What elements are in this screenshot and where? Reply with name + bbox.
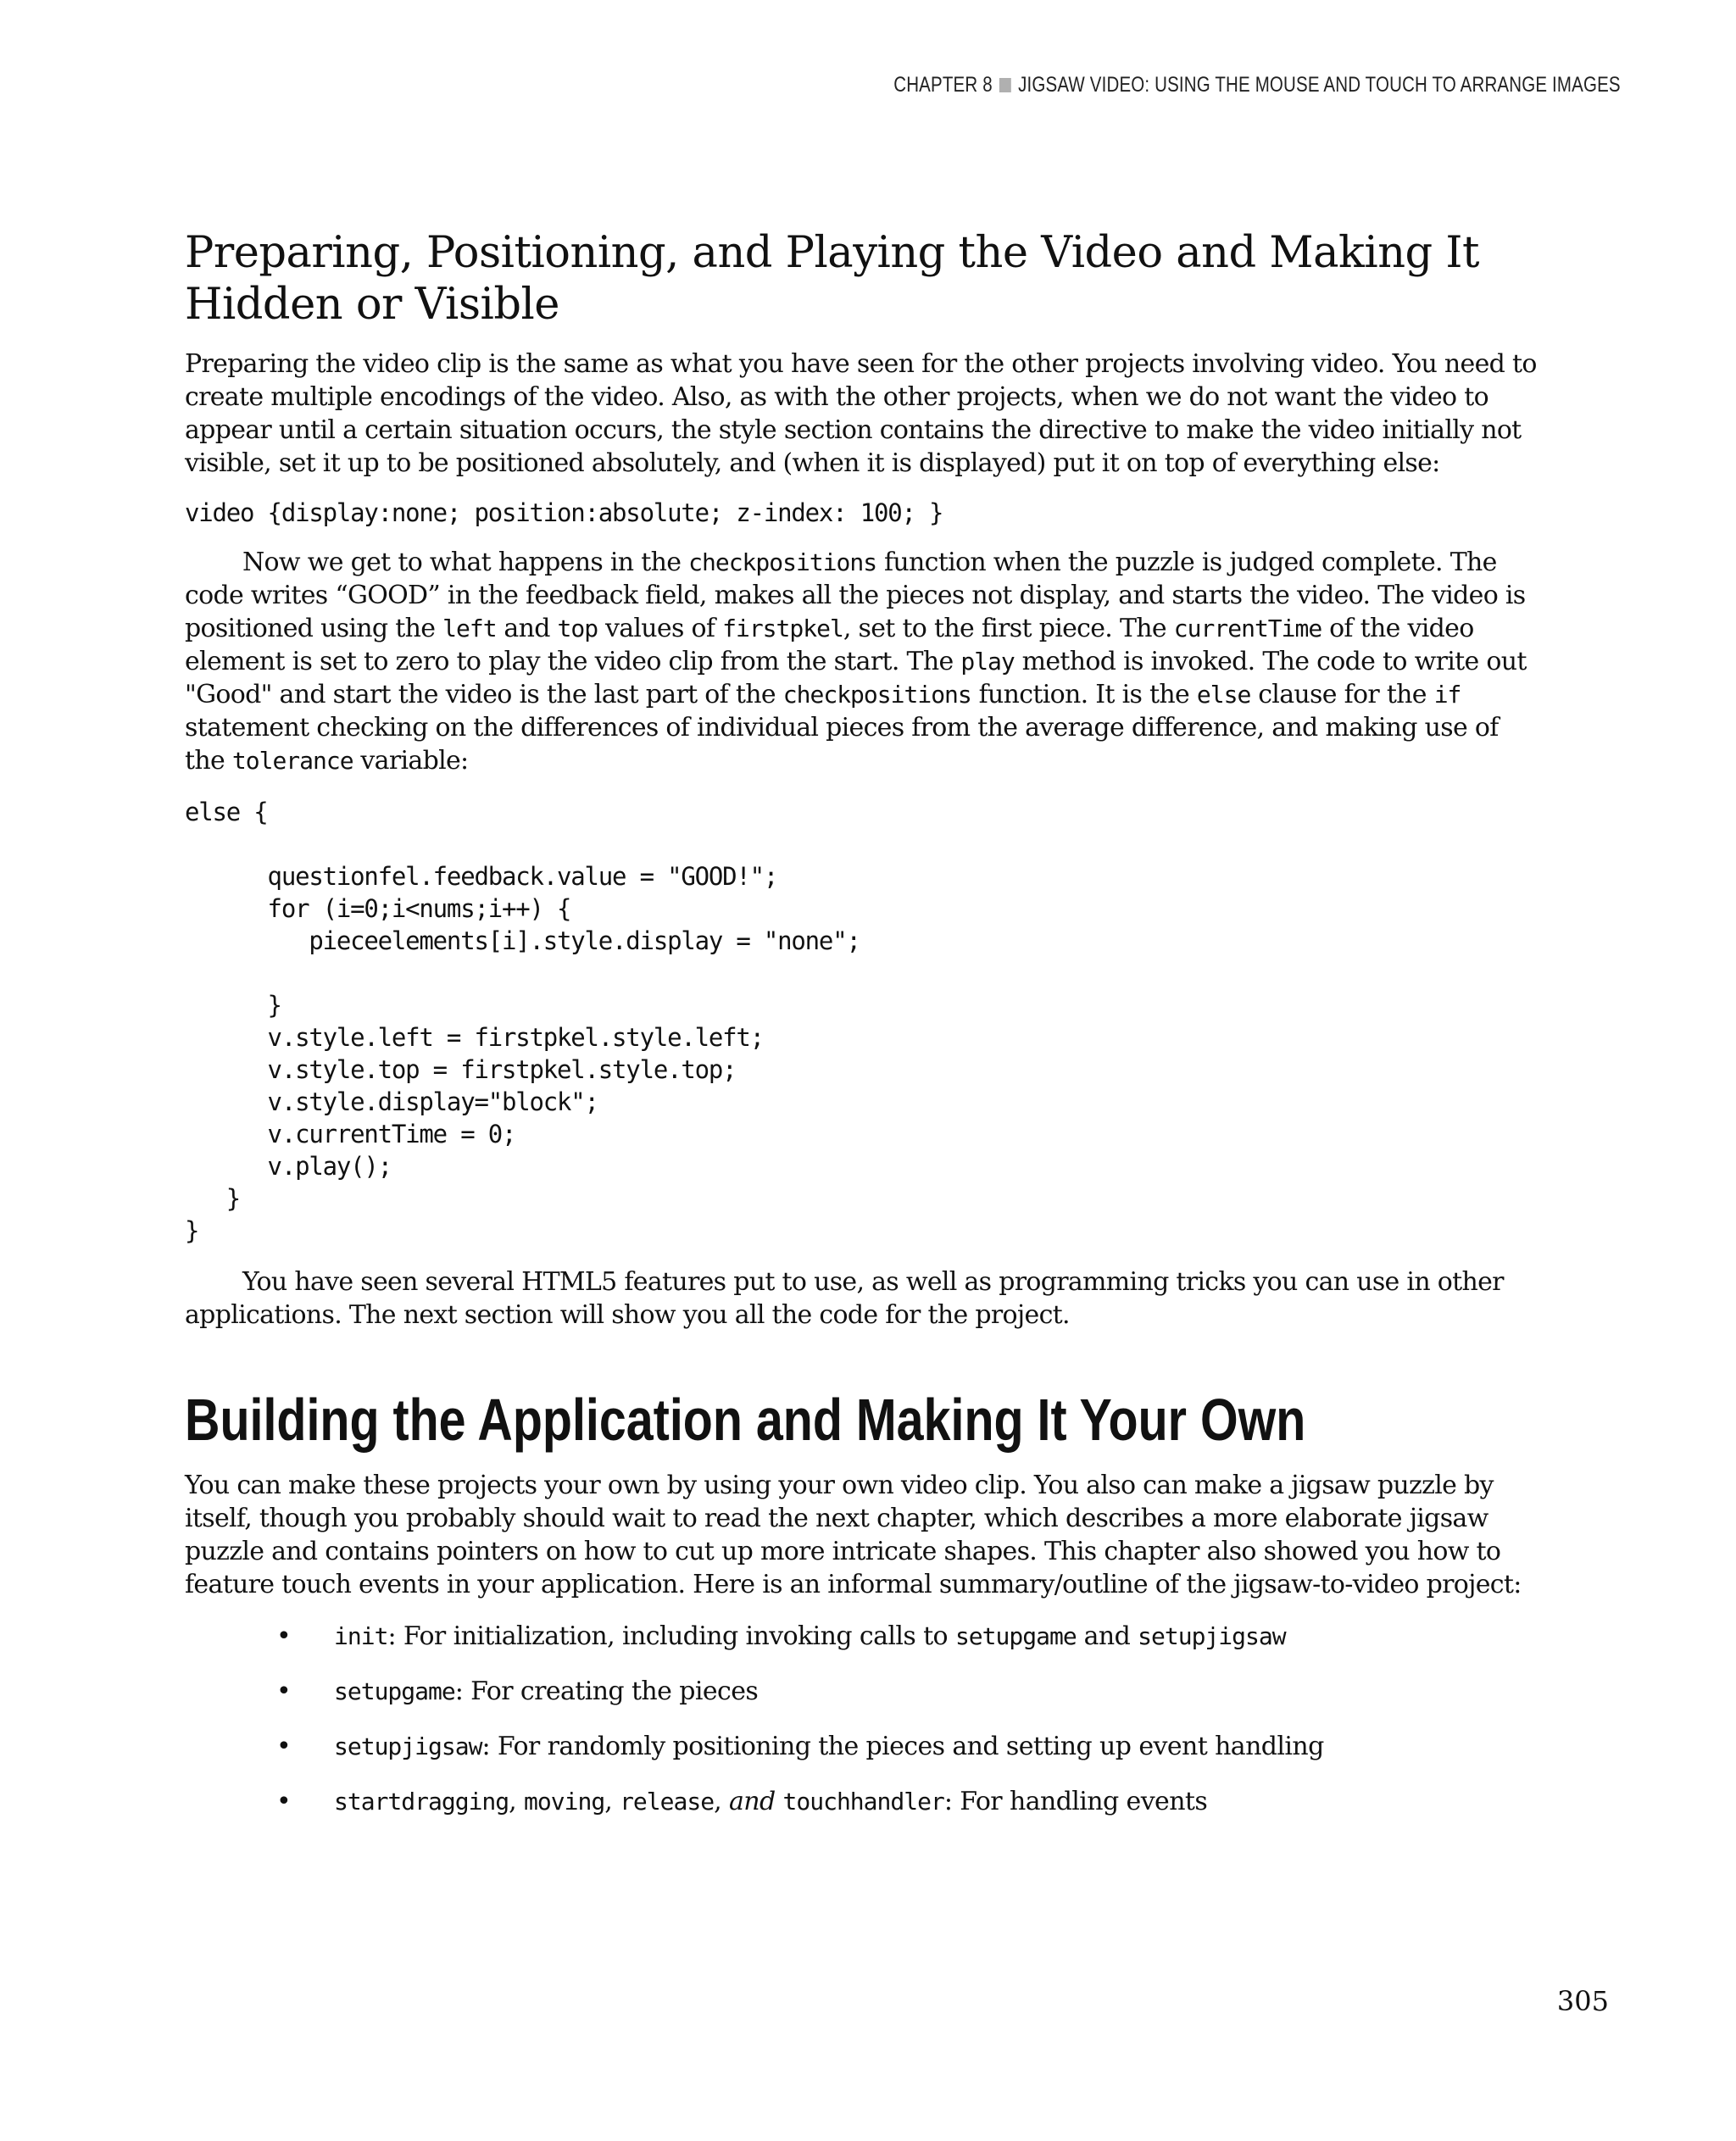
- text-run: clause for the: [1250, 680, 1434, 709]
- inline-code: touchhandler: [782, 1788, 944, 1816]
- emphasis: and: [728, 1787, 776, 1816]
- inline-code: release: [620, 1788, 715, 1816]
- list-item: [185, 1620, 1541, 1653]
- inline-code: checkpositions: [782, 681, 971, 709]
- text-run: function when the puzzle is judged complete. The code writes “GOOD” in the feedback field, makes all the pieces not display, and starts the video. The video is positioned using the: [185, 548, 1526, 643]
- heading-line-2: Hidden or Visible: [185, 280, 559, 330]
- text-run: , set to the first piece. The: [843, 614, 1174, 643]
- bullet: •: [276, 1677, 292, 1706]
- inline-code: init: [334, 1622, 388, 1650]
- page-content: [185, 227, 1541, 1818]
- text-run: Now we get to what happens in the: [242, 548, 689, 577]
- chapter-title: JIGSAW VIDEO: USING THE MOUSE AND TOUCH TO ARRANGE IMAGES: [1018, 73, 1621, 97]
- inline-code: left: [442, 614, 497, 642]
- text-run: ,: [604, 1787, 620, 1816]
- text-run: and: [1076, 1621, 1138, 1651]
- text-run: : For creating the pieces: [454, 1677, 759, 1706]
- text-run: ,: [509, 1787, 525, 1816]
- text-run: [776, 1787, 783, 1816]
- paragraph-preparing-video: Preparing the video clip is the same as what you have seen for the other projects involving video. You need to create multiple encodings of the video. Also, as with the other projects, when we do not want the video to appear until a certain situation occurs, the style section contains the directive to make the video initially not visible, set it up to be positioned absolutely, and (when it is displayed) put it on top of everything else:: [185, 349, 1537, 478]
- inline-code: firstpkel: [722, 614, 843, 642]
- inline-code: currentTime: [1173, 614, 1322, 642]
- inline-code: setupgame: [334, 1677, 455, 1705]
- inline-code: moving: [524, 1788, 605, 1816]
- inline-code: setupjigsaw: [334, 1732, 482, 1760]
- text-run: : For initialization, including invoking calls to: [387, 1621, 955, 1651]
- inline-code: tolerance: [231, 747, 353, 775]
- text-run: of the video element is set to zero to play the video clip from the start. The: [185, 614, 1474, 676]
- section-heading-video: [185, 227, 1541, 331]
- section-heading-building: Building the Application and Making It Your Own: [185, 1387, 1306, 1453]
- inline-code: startdragging: [334, 1788, 509, 1816]
- text-run: : For handling events: [943, 1787, 1208, 1816]
- text-run: function. It is the: [971, 680, 1197, 709]
- bullet: •: [276, 1787, 292, 1816]
- list-item: [185, 1730, 1541, 1763]
- outline-list: [185, 1620, 1541, 1818]
- list-item: [185, 1785, 1541, 1818]
- text-run: method is invoked. The code to write out "Good" and start the video is the last part of the: [185, 647, 1527, 709]
- inline-code: top: [557, 614, 598, 642]
- inline-code: else: [1196, 681, 1251, 709]
- inline-code: if: [1433, 681, 1461, 709]
- inline-code: checkpositions: [688, 548, 877, 576]
- paragraph-checkpositions: [185, 546, 1541, 777]
- list-item: [185, 1675, 1541, 1708]
- text-run: and: [496, 614, 558, 643]
- chapter-label: CHAPTER 8: [893, 73, 993, 97]
- bullet: •: [276, 1732, 292, 1761]
- running-header: [893, 73, 1621, 97]
- header-separator-square: [999, 78, 1011, 92]
- paragraph-make-your-own: You can make these projects your own by using your own video clip. You also can make a jigsaw puzzle by itself, though you probably should wait to read the next chapter, which describes a more elaborate jigsaw puzzle and contains pointers on how to cut up more intricate shapes. This chapter also showed you how to feature touch events in your application. Here is an informal summary/outline of the jigsaw-to-video project:: [185, 1471, 1522, 1599]
- text-run: : For randomly positioning the pieces and setting up event handling: [481, 1732, 1324, 1761]
- inline-code: play: [960, 648, 1015, 676]
- text-run: statement checking on the differences of individual pieces from the average difference, and making use of the: [185, 713, 1499, 776]
- code-else-block: else { questionfel.feedback.value = "GOOD!"; for (i=0;i<nums;i++) { pieceelements[i].style.display = "none"; } v.style.left = firstpkel.style.left; v.style.top = firstpkel.style.top; v.style.display="block"; v.currentTime = 0; v.play(); } }: [185, 798, 860, 1245]
- inline-code: setupjigsaw: [1138, 1622, 1286, 1650]
- text-run: values of: [598, 614, 723, 643]
- paragraph-html5-features: You have seen several HTML5 features put to use, as well as programming tricks you can use in other applications. The next section will show you all the code for the project.: [185, 1267, 1504, 1330]
- code-video-style: video {display:none; position:absolute; z-index: 100; }: [185, 498, 943, 527]
- text-run: variable:: [353, 746, 469, 776]
- inline-code: setupgame: [954, 1622, 1077, 1650]
- heading-line-1: Preparing, Positioning, and Playing the Video and Making It: [185, 228, 1480, 278]
- page-number: 305: [1556, 1985, 1609, 2017]
- bullet: •: [276, 1621, 292, 1651]
- text-run: ,: [714, 1787, 729, 1816]
